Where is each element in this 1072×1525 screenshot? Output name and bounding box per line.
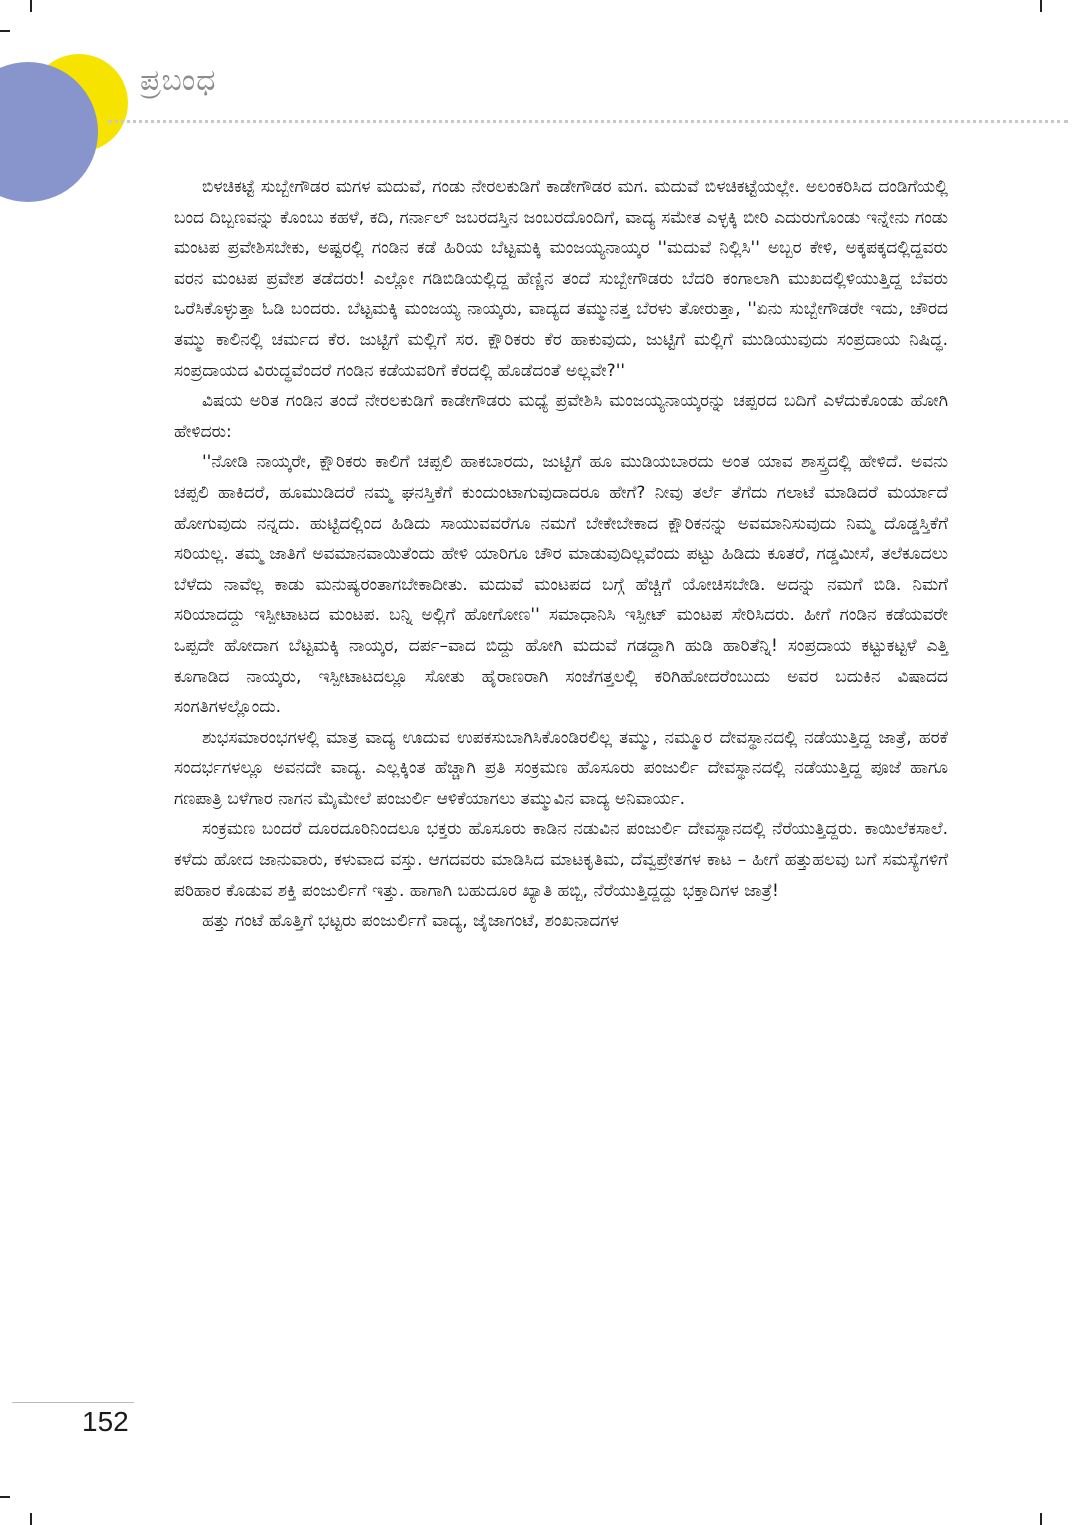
paragraph: ಸಂಕ್ರಮಣ ಬಂದರೆ ದೂರದೂರಿನಿಂದಲೂ ಭಕ್ತರು ಹೊಸೂರು ಕಾಡಿನ ನಡುವಿನ ಪಂಜುರ್ಲಿ ದೇವಸ್ಥಾನದಲ್ಲಿ ನೆರೆಯುತ್ತಿದ್ದರು. ಕಾಯಿಲೆಕಸಾಲೆ. ಕಳೆದು ಹೋದ ಜಾನುವಾರು, ಕಳುವಾದ ವಸ್ತು. ಆಗದವರು ಮಾಡಿಸಿದ ಮಾಟಕೃತಿಮ, ದೆವ್ವಪ್ರೇತಗಳ ಕಾಟ – ಹೀಗೆ ಹತ್ತುಹಲವು ಬಗೆ ಸಮಸ್ಯೆಗಳಿಗೆ ಪರಿಹಾರ ಕೊಡುವ ಶಕ್ತಿ ಪಂಜುರ್ಲಿಗೆ ಇತ್ತು. ಹಾಗಾಗಿ ಬಹುದೂರ ಖ್ಯಾತಿ ಹಬ್ಬಿ, ನೆರೆಯುತ್ತಿದ್ದದ್ದು ಭಕ್ತಾದಿಗಳ ಜಾತ್ರೆ! <box>174 819 948 901</box>
paragraph: ಶುಭಸಮಾರಂಭಗಳಲ್ಲಿ ಮಾತ್ರ ವಾದ್ಯ ಊದುವ ಉಪಕಸುಬಾಗಿಸಿಕೊಂಡಿರಲಿಲ್ಲ ತಮ್ಮು, ನಮ್ಮೂರ ದೇವಸ್ಥಾನದಲ್ಲಿ ನಡೆಯುತ್ತಿದ್ದ ಜಾತ್ರೆ, ಹರಕೆ ಸಂದರ್ಭಗಳಲ್ಲೂ ಅವನದೇ ವಾದ್ಯ. ಎಲ್ಲಕ್ಕಿಂತ ಹೆಚ್ಚಾಗಿ ಪ್ರತಿ ಸಂಕ್ರಮಣ ಹೊಸೂರು ಪಂಜುರ್ಲಿ ದೇವಸ್ಥಾನದಲ್ಲಿ ನಡೆಯುತ್ತಿದ್ದ ಪೂಜೆ ಹಾಗೂ ಗಣಪಾತ್ರಿ ಬಳೆಗಾರ ನಾಗನ ಮೈಮೇಲೆ ಪಂಜುರ್ಲಿ ಆಳಿಕೆಯಾಗಲು ತಮ್ಮುವಿನ ವಾದ್ಯ ಅನಿವಾರ್ಯ. <box>174 727 948 809</box>
crop-mark <box>1040 1513 1042 1525</box>
crop-mark <box>30 0 32 12</box>
page-number: 152 <box>82 1406 129 1437</box>
paragraph: ಹತ್ತು ಗಂಟೆ ಹೊತ್ತಿಗೆ ಭಟ್ಟರು ಪಂಜುರ್ಲಿಗೆ ವಾದ್ಯ, ಜೈಜಾಗಂಟೆ, ಶಂಖನಾದಗಳ <box>202 911 619 932</box>
folio-divider <box>12 1402 134 1403</box>
crop-mark <box>0 30 10 32</box>
paragraph: ವಿಷಯ ಅರಿತ ಗಂಡಿನ ತಂದೆ ನೇರಲಕುಡಿಗೆ ಕಾಡೇಗೌಡರು ಮಧ್ಯೆ ಪ್ರವೇಶಿಸಿ ಮಂಜಯ್ಯನಾಯ್ಕರನ್ನು ಚಪ್ಪರದ ಬದಿಗೆ ಎಳೆದುಕೊಂಡು ಹೋಗಿ ಹೇಳಿದರು: <box>174 391 948 442</box>
body-text <box>174 172 948 937</box>
dotted-divider <box>108 120 1068 123</box>
crop-mark <box>0 1496 10 1498</box>
crop-mark <box>1040 0 1042 12</box>
paragraph: ''ನೋಡಿ ನಾಯ್ಕರೇ, ಕ್ಷೌರಿಕರು ಕಾಲಿಗೆ ಚಪ್ಪಲಿ ಹಾಕಬಾರದು, ಜುಟ್ಟಿಗೆ ಹೂ ಮುಡಿಯಬಾರದು ಅಂತ ಯಾವ ಶಾಸ್ತ್ರದಲ್ಲಿ ಹೇಳಿದೆ. ಅವನು ಚಪ್ಪಲಿ ಹಾಕಿದರೆ, ಹೂಮುಡಿದರೆ ನಮ್ಮ ಘನಸ್ತಿಕೆಗೆ ಕುಂದುಂಟಾಗುವುದಾದರೂ ಹೇಗೆ? ನೀವು ತರ್ಲೆ ತೆಗೆದು ಗಲಾಟೆ ಮಾಡಿದರೆ ಮರ್ಯಾದೆ ಹೋಗುವುದು ನನ್ನದು. ಹುಟ್ಟಿದಲ್ಲಿಂದ ಹಿಡಿದು ಸಾಯುವವರೆಗೂ ನಮಗೆ ಬೇಕೇಬೇಕಾದ ಕ್ಷೌರಿಕನನ್ನು ಅವಮಾನಿಸುವುದು ನಿಮ್ಮ ದೊಡ್ಡಸ್ತಿಕೆಗೆ ಸರಿಯಲ್ಲ. ತಮ್ಮ ಜಾತಿಗೆ ಅವಮಾನವಾಯಿತೆಂದು ಹೇಳಿ ಯಾರಿಗೂ ಚೌರ ಮಾಡುವುದಿಲ್ಲವೆಂದು ಪಟ್ಟು ಹಿಡಿದು ಕೂತರೆ, ಗಡ್ಡಮೀಸೆ, ತಲೆಕೂದಲು ಬೆಳೆದು ನಾವೆಲ್ಲ ಕಾಡು ಮನುಷ್ಯರಂತಾಗಬೇಕಾದೀತು. ಮದುವೆ ಮಂಟಪದ ಬಗ್ಗೆ ಹೆಚ್ಚಿಗೆ ಯೋಚಿಸಬೇಡಿ. ಅದನ್ನು ನಮಗೆ ಬಿಡಿ. ನಿಮಗೆ ಸರಿಯಾದದ್ದು ಇಸ್ಪೀಟಾಟದ ಮಂಟಪ. ಬನ್ನಿ ಅಲ್ಲಿಗೆ ಹೋಗೋಣ'' ಸಮಾಧಾನಿಸಿ ಇಸ್ಪೀಟ್ ಮಂಟಪ ಸೇರಿಸಿದರು. ಹೀಗೆ ಗಂಡಿನ ಕಡೆಯವರೇ ಒಪ್ಪದೇ ಹೋದಾಗ ಬೆಟ್ಟಮಕ್ಕಿ ನಾಯ್ಕರ, ದರ್ಪ–ವಾದ ಬಿದ್ದು ಹೋಗಿ ಮದುವೆ ಗಡದ್ದಾಗಿ ಹುಡಿ ಹಾರಿತೆನ್ನಿ! ಸಂಪ್ರದಾಯ ಕಟ್ಟುಕಟ್ಟಳೆ ಎತ್ತಿ ಕೂಗಾಡಿದ ನಾಯ್ಕರು, ಇಸ್ಪೀಟಾಟದಲ್ಲೂ ಸೋತು ಹೈರಾಣರಾಗಿ ಸಂಜೆಗತ್ತಲಲ್ಲಿ ಕರಿಗಿಹೋದರೆಂಬುದು ಅವರ ಬದುಕಿನ ವಿಷಾದದ ಸಂಗತಿಗಳಲ್ಲೊಂದು. <box>174 452 948 718</box>
paragraph: ಬಿಳಚಿಕಟ್ಟೆ ಸುಬ್ಬೇಗೌಡರ ಮಗಳ ಮದುವೆ, ಗಂಡು ನೇರಲಕುಡಿಗೆ ಕಾಡೇಗೌಡರ ಮಗ. ಮದುವೆ ಬಿಳಚಿಕಟ್ಟೆಯಲ್ಲೇ. ಅಲಂಕರಿಸಿದ ದಂಡಿಗೆಯಲ್ಲಿ ಬಂದ ದಿಬ್ಬಣವನ್ನು ಕೊಂಬು ಕಹಳೆ, ಕದಿ, ಗರ್ನಾಲ್ ಜಬರದಸ್ತಿನ ಜಂಬರದೊಂದಿಗೆ, ವಾದ್ಯ ಸಮೇತ ಎಳ್ಳಕ್ಕಿ ಬೀರಿ ಎದುರುಗೊಂಡು ಇನ್ನೇನು ಗಂಡು ಮಂಟಪ ಪ್ರವೇಶಿಸಬೇಕು, ಅಷ್ಟರಲ್ಲಿ ಗಂಡಿನ ಕಡೆ ಹಿರಿಯ ಬೆಟ್ಟಮಕ್ಕಿ ಮಂಜಯ್ಯನಾಯ್ಕರ ''ಮದುವೆ ನಿಲ್ಲಿಸಿ'' ಅಬ್ಬರ ಕೇಳಿ, ಅಕ್ಕಪಕ್ಕದಲ್ಲಿದ್ದವರು ವರನ ಮಂಟಪ ಪ್ರವೇಶ ತಡೆದರು! ಎಲ್ಲೋ ಗಡಿಬಿಡಿಯಲ್ಲಿದ್ದ ಹೆಣ್ಣಿನ ತಂದೆ ಸುಬ್ಬೇಗೌಡರು ಬೆದರಿ ಕಂಗಾಲಾಗಿ ಮುಖದಲ್ಲಿಳಿಯುತ್ತಿದ್ದ ಬೆವರು ಒರೆಸಿಕೊಳ್ಳುತ್ತಾ ಓಡಿ ಬಂದರು. ಬೆಟ್ಟಮಕ್ಕಿ ಮಂಜಯ್ಯ ನಾಯ್ಕರು, ವಾದ್ಯದ ತಮ್ಮುನತ್ತ ಬೆರಳು ತೋರುತ್ತಾ, ''ಏನು ಸುಬ್ಬೇಗೌಡರೇ ಇದು, ಚೌರದ ತಮ್ಮು ಕಾಲಿನಲ್ಲಿ ಚರ್ಮದ ಕೆರ. ಜುಟ್ಟಿಗೆ ಮಲ್ಲಿಗೆ ಸರ. ಕ್ಷೌರಿಕರು ಕೆರ ಹಾಕುವುದು, ಜುಟ್ಟಿಗೆ ಮಲ್ಲಿಗೆ ಮುಡಿಯುವುದು ಸಂಪ್ರದಾಯ ನಿಷಿದ್ಧ. ಸಂಪ್ರದಾಯದ ವಿರುದ್ಧವೆಂದರೆ ಗಂಡಿನ ಕಡೆಯವರಿಗೆ ಕೆರದಲ್ಲಿ ಹೊಡೆದಂತೆ ಅಲ್ಲವೇ?'' <box>174 177 948 381</box>
section-title: ಪ್ರಬಂಧ <box>140 63 217 98</box>
crop-mark <box>30 1513 32 1525</box>
